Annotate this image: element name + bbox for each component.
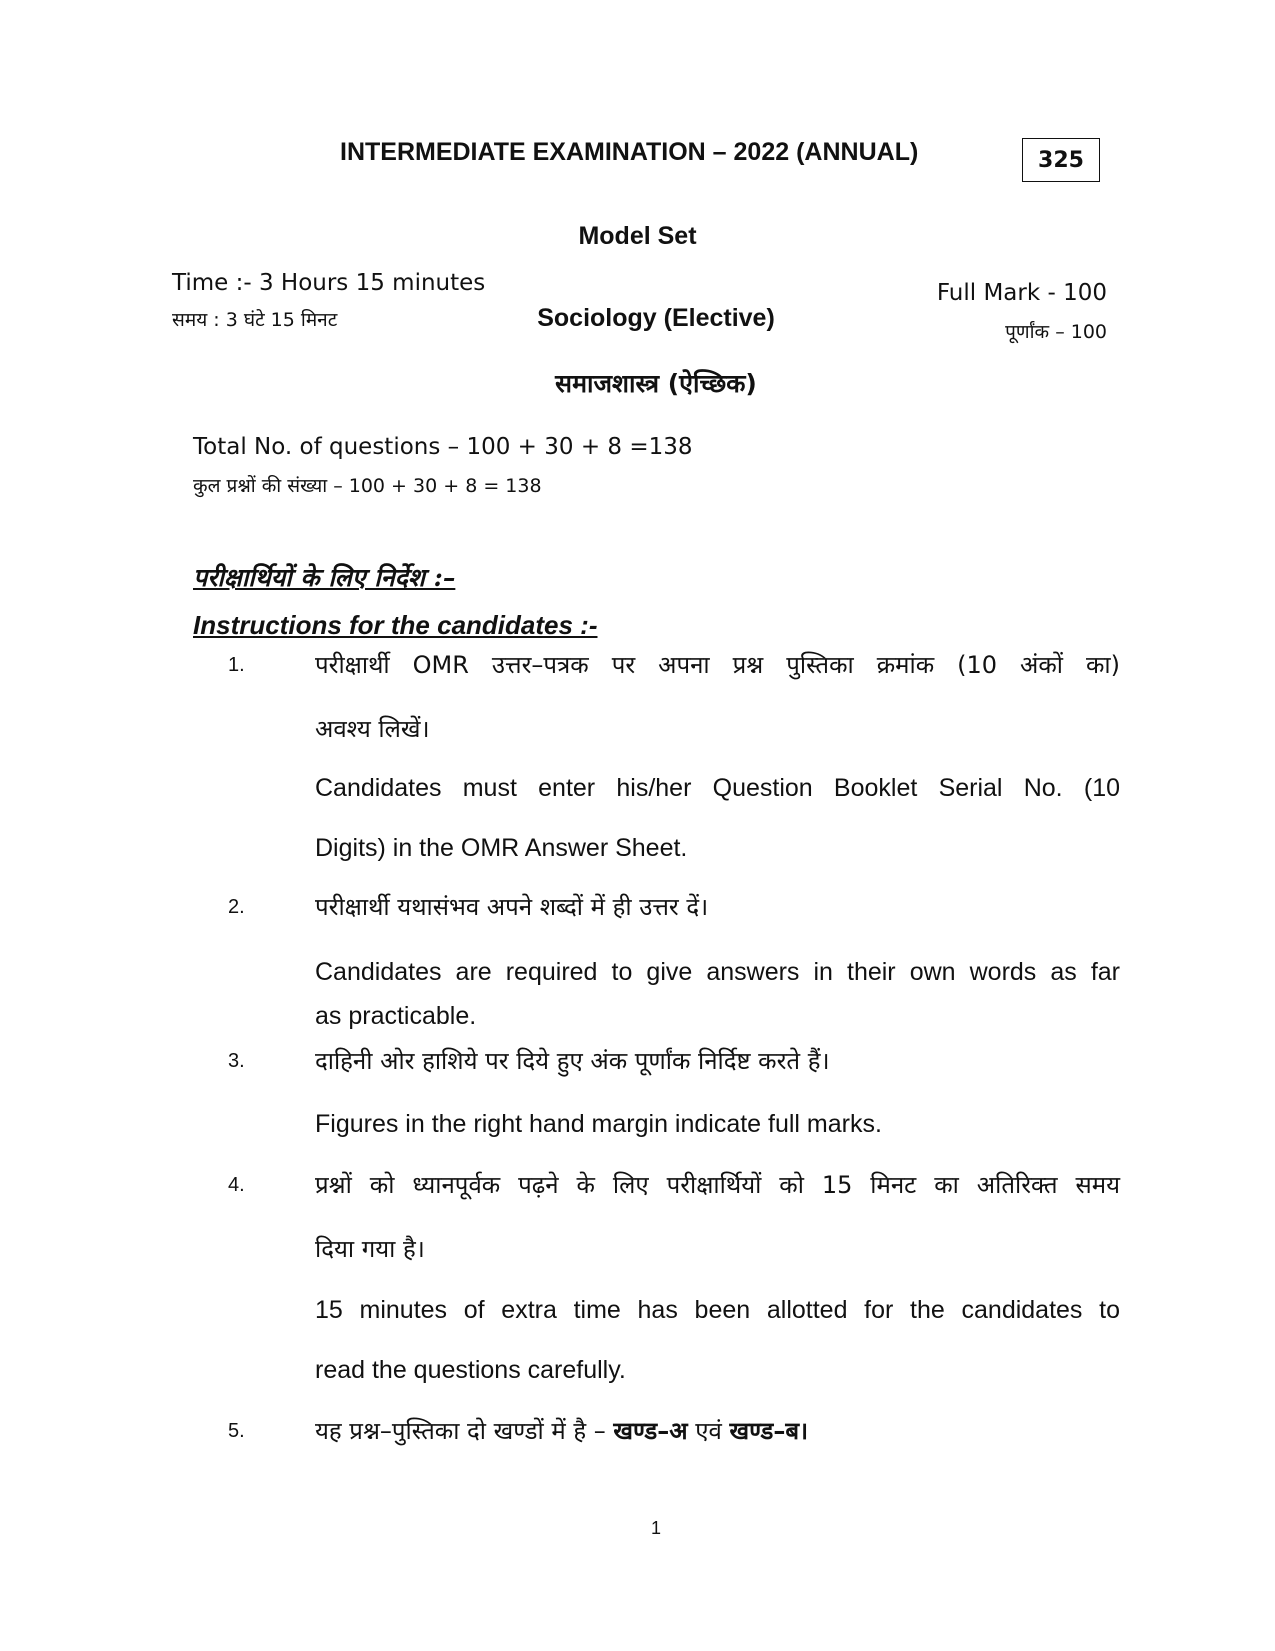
instruction-hindi-line: परीक्षार्थी यथासंभव अपने शब्दों में ही उत्तर दें। bbox=[315, 893, 709, 921]
subject-code-box: 325 bbox=[1022, 138, 1100, 182]
total-questions-hindi: कुल प्रश्नों की संख्या – 100 + 30 + 8 = 138 bbox=[193, 475, 542, 497]
instructions-heading-english: Instructions for the candidates :- bbox=[193, 610, 598, 640]
instruction-hindi-line: दिया गया है। bbox=[315, 1235, 425, 1263]
time-hindi: समय : 3 घंटे 15 मिनट bbox=[172, 309, 338, 331]
full-mark-hindi: पूर्णांक – 100 bbox=[1005, 321, 1107, 343]
instruction-english-line: Candidates are required to give answers in their own words as far bbox=[315, 958, 1120, 986]
instruction-number: 4. bbox=[228, 1174, 245, 1196]
instruction-english-line: Candidates must enter his/her Question Booklet Serial No. (10 bbox=[315, 774, 1120, 802]
instructions-heading-hindi: परीक्षार्थियों के लिए निर्देश :– bbox=[193, 563, 456, 592]
time-english: Time :- 3 Hours 15 minutes bbox=[172, 270, 486, 296]
subject-hindi: समाजशास्त्र (ऐच्छिक) bbox=[555, 369, 757, 398]
instruction-number: 1. bbox=[228, 654, 245, 676]
instruction-hindi-line: अवश्य लिखें। bbox=[315, 715, 430, 743]
page-number: 1 bbox=[650, 1518, 661, 1538]
instruction-number: 2. bbox=[228, 896, 245, 918]
instruction-hindi-line: परीक्षार्थी OMR उत्तर–पत्रक पर अपना प्रश्न पुस्तिका क्रमांक (10 अंकों का) bbox=[315, 651, 1120, 679]
set-label: Model Set bbox=[578, 222, 697, 250]
subject-english: Sociology (Elective) bbox=[537, 304, 775, 332]
instruction-english-line: as practicable. bbox=[315, 1002, 477, 1030]
total-questions-english: Total No. of questions – 100 + 30 + 8 =138 bbox=[193, 434, 693, 460]
instruction-number: 5. bbox=[228, 1420, 245, 1442]
instruction-hindi-line: प्रश्नों को ध्यानपूर्वक पढ़ने के लिए परीक्षार्थियों को 15 मिनट का अतिरिक्त समय bbox=[315, 1171, 1120, 1199]
instruction-hindi-line: दाहिनी ओर हाशिये पर दिये हुए अंक पूर्णांक निर्दिष्ट करते हैं। bbox=[315, 1047, 830, 1075]
exam-title: INTERMEDIATE EXAMINATION – 2022 (ANNUAL) bbox=[340, 138, 919, 166]
instruction-number: 3. bbox=[228, 1050, 245, 1072]
instruction-english-line: Digits) in the OMR Answer Sheet. bbox=[315, 834, 688, 862]
instruction-english-line: 15 minutes of extra time has been allotted for the candidates to bbox=[315, 1296, 1120, 1324]
section-a-label: खण्ड–अ bbox=[613, 1417, 688, 1445]
full-mark-english: Full Mark - 100 bbox=[936, 280, 1107, 306]
instruction-hindi-line bbox=[315, 1414, 1120, 1447]
instruction-english-line: read the questions carefully. bbox=[315, 1356, 626, 1384]
section-b-label: खण्ड–ब। bbox=[729, 1417, 809, 1445]
section-intro-text: यह प्रश्न–पुस्तिका दो खण्डों में है – bbox=[315, 1417, 606, 1445]
conjunction-text: एवं bbox=[695, 1417, 722, 1445]
instruction-english-line: Figures in the right hand margin indicate full marks. bbox=[315, 1110, 882, 1138]
